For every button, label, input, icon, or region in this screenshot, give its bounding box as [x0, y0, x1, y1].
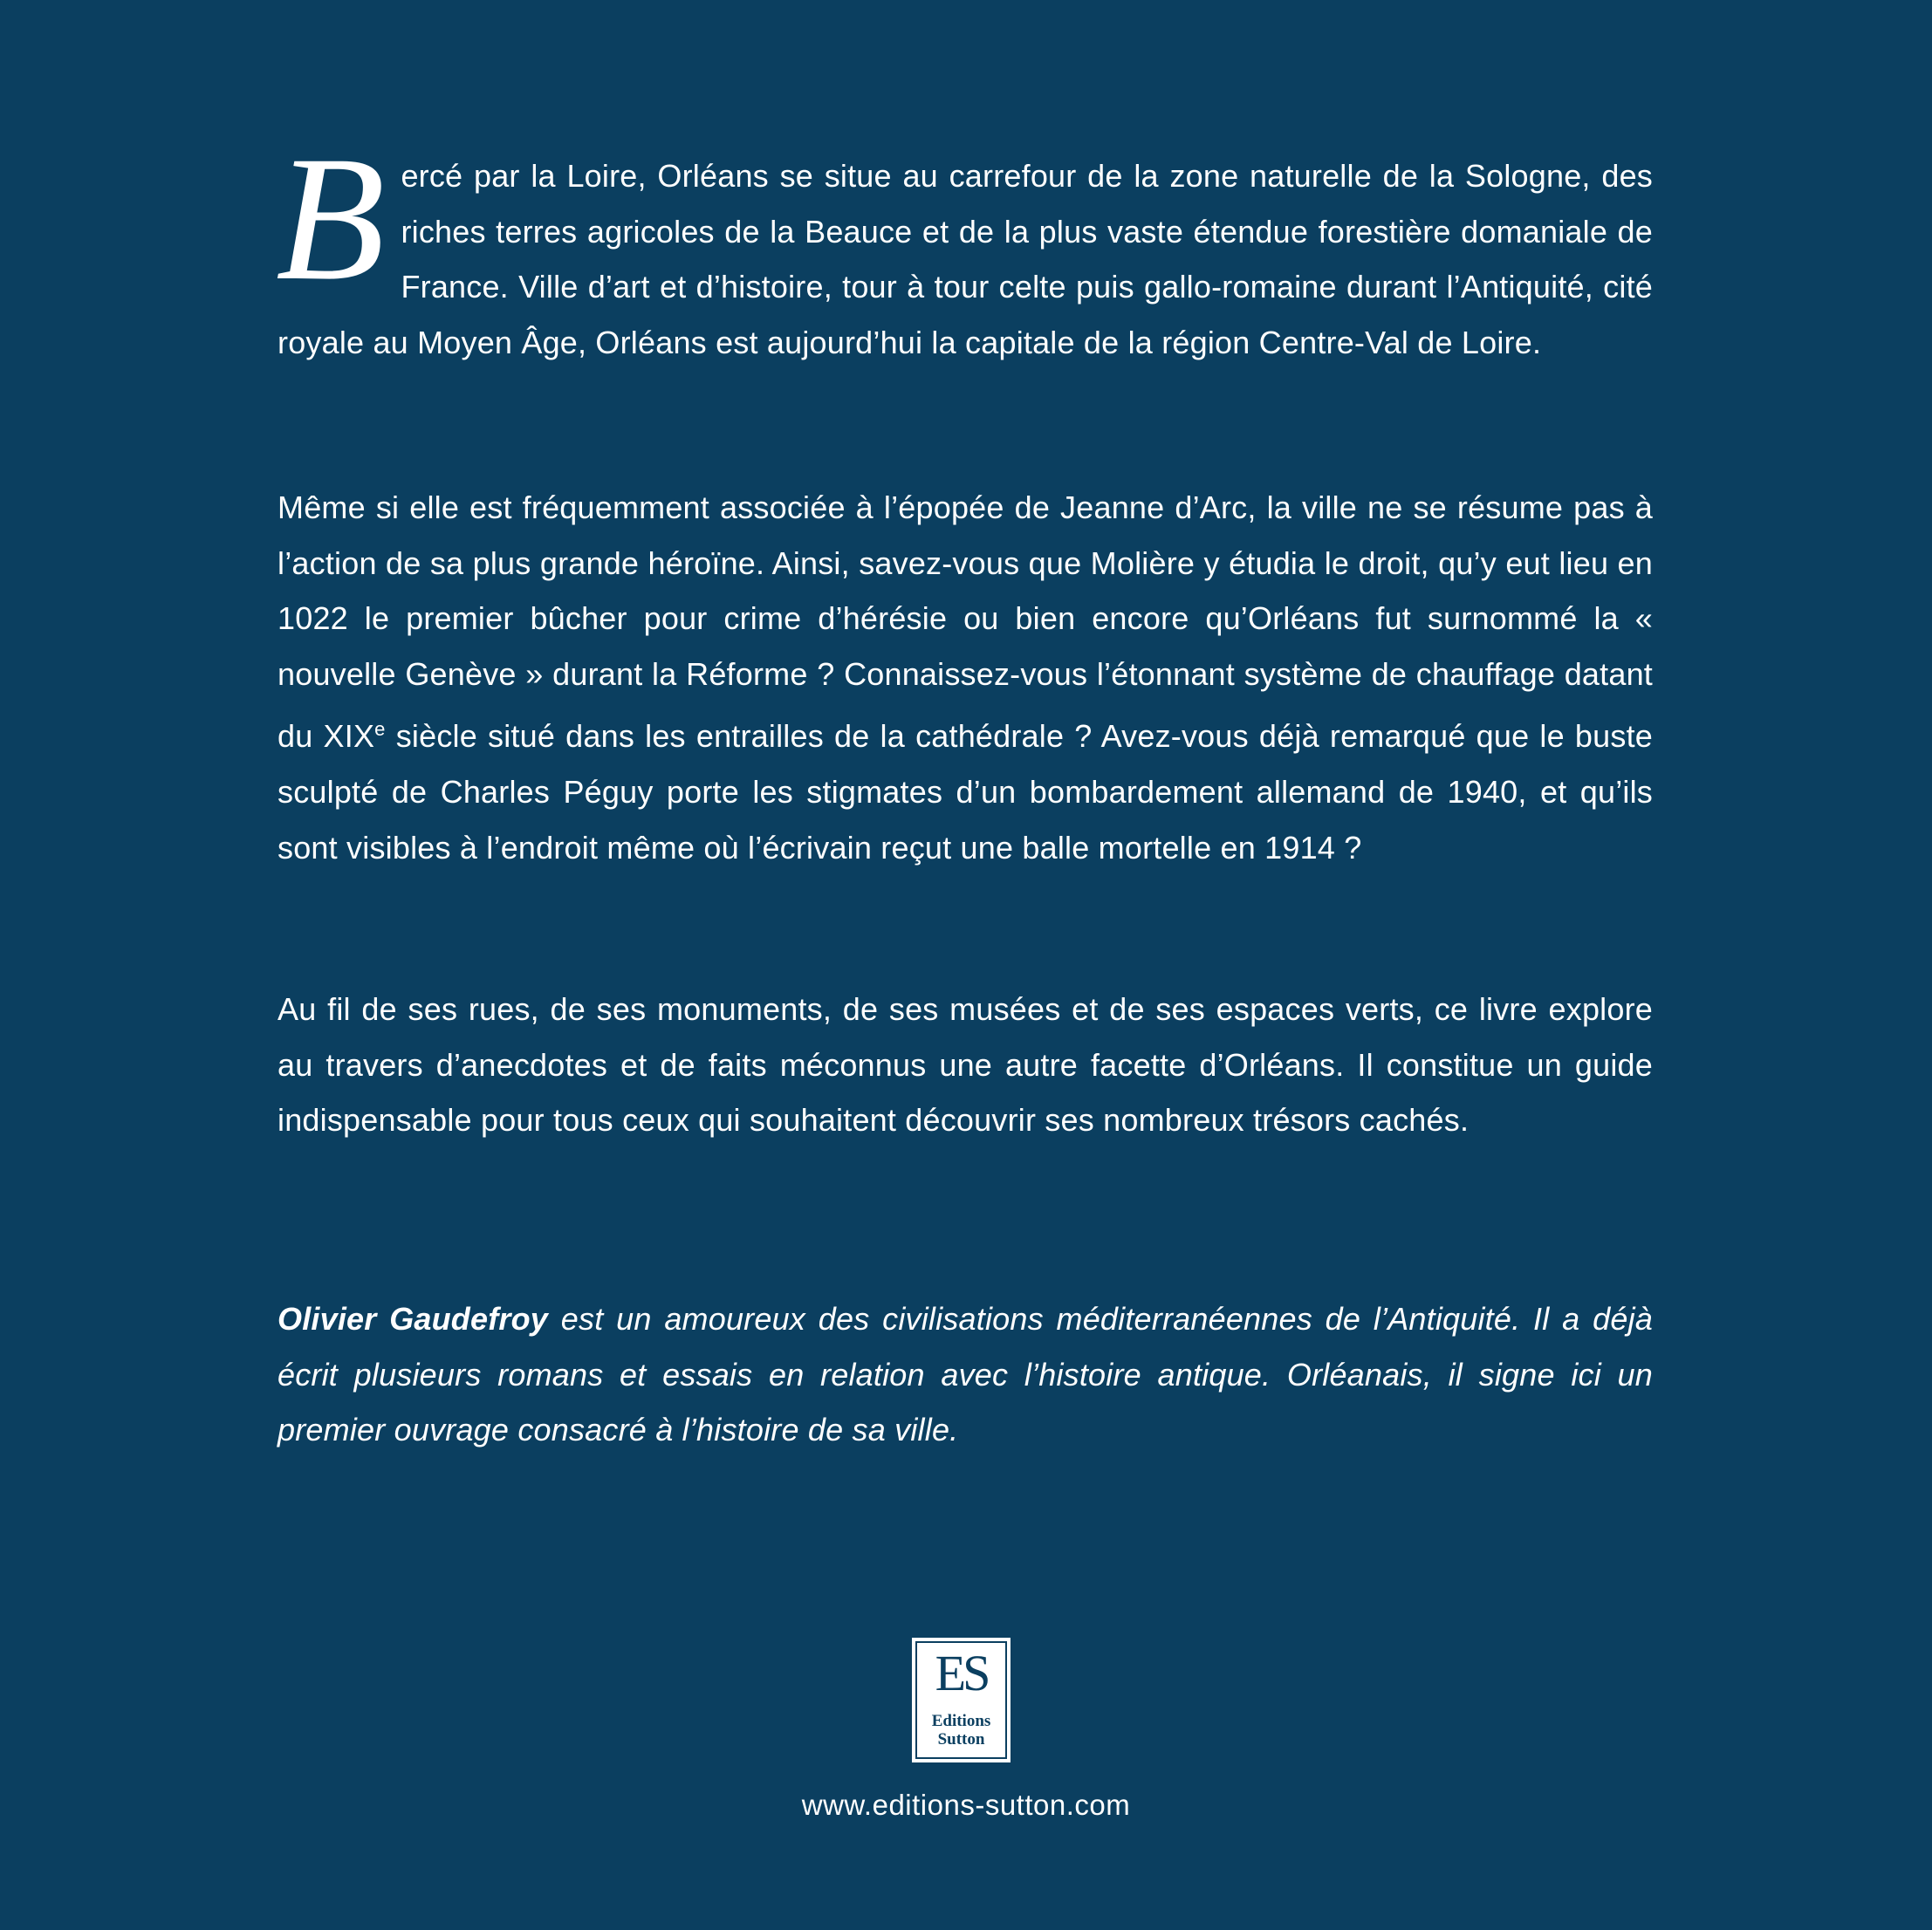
logo-frame: [915, 1641, 1007, 1759]
history-paragraph: [277, 480, 1653, 875]
history-text-start: Même si elle est fréquemment associée à l’épopée de Jeanne d’Arc, la ville ne se résume pas à l’action de sa plus grande héroïne. Ainsi, savez-vous que Molière y étudia le droit, qu’y eut lieu en 1022 le premier bûcher pour crime d’hérésie ou bien encore qu’Orléans fut surnommé la « nouvelle Genève » durant la Réforme ? Connaissez-vous l’étonnant système de chauffage datant du XIX: [277, 489, 1653, 755]
intro-body: ercé par la Loire, Orléans se situe au carrefour de la zone naturelle de la Sologne, des riches terres agricoles de la Beauce et de la plus vaste étendue forestière domaniale de France. Ville d’art et d’histoire, tour à tour celte puis gallo-romaine durant l’Antiquité, cité royale au Moyen Âge, Orléans est aujourd’hui la capitale de la région Centre-Val de Loire.: [277, 158, 1653, 360]
intro-text: [276, 120, 1653, 370]
guide-paragraph: [277, 982, 1653, 1148]
guide-text: Au fil de ses rues, de ses monuments, de ses musées et de ses espaces verts, ce livre explore au travers d’anecdotes et de faits méconnus une autre facette d’Orléans. Il constitue un guide indispensable pour tous ceux qui souhaitent découvrir ses nombreux trésors cachés.: [277, 991, 1653, 1139]
publisher-logo: [912, 1638, 1011, 1762]
drop-cap: B: [276, 120, 386, 318]
author-name: Olivier Gaudefroy: [277, 1301, 549, 1337]
logo-line-sutton: Sutton: [937, 1730, 985, 1749]
logo-line-editions: Editions: [931, 1712, 991, 1730]
history-text: [277, 480, 1653, 875]
century-superscript: e: [374, 718, 386, 741]
history-text-end: siècle situé dans les entrailles de la cathédrale ? Avez-vous déjà remarqué que le buste sculpté de Charles Péguy porte les stigmates d’un bombardement allemand de 1940, et qu’ils sont visibles à l’endroit même où l’écrivain reçut une balle mortelle en 1914 ?: [277, 718, 1653, 866]
publisher-website: www.editions-sutton.com: [801, 1789, 1131, 1821]
author-bio-text: est un amoureux des civilisations méditerranéennes de l’Antiquité. Il a déjà écrit plusieurs romans et essais en relation avec l’histoire antique. Orléanais, il signe ici un premier ouvrage consacré à l’histoire de sa ville.: [277, 1301, 1654, 1448]
author-text: [277, 1291, 1653, 1458]
logo-monogram: ES: [935, 1645, 988, 1701]
intro-paragraph: [276, 120, 1653, 370]
author-bio: [277, 1291, 1653, 1458]
